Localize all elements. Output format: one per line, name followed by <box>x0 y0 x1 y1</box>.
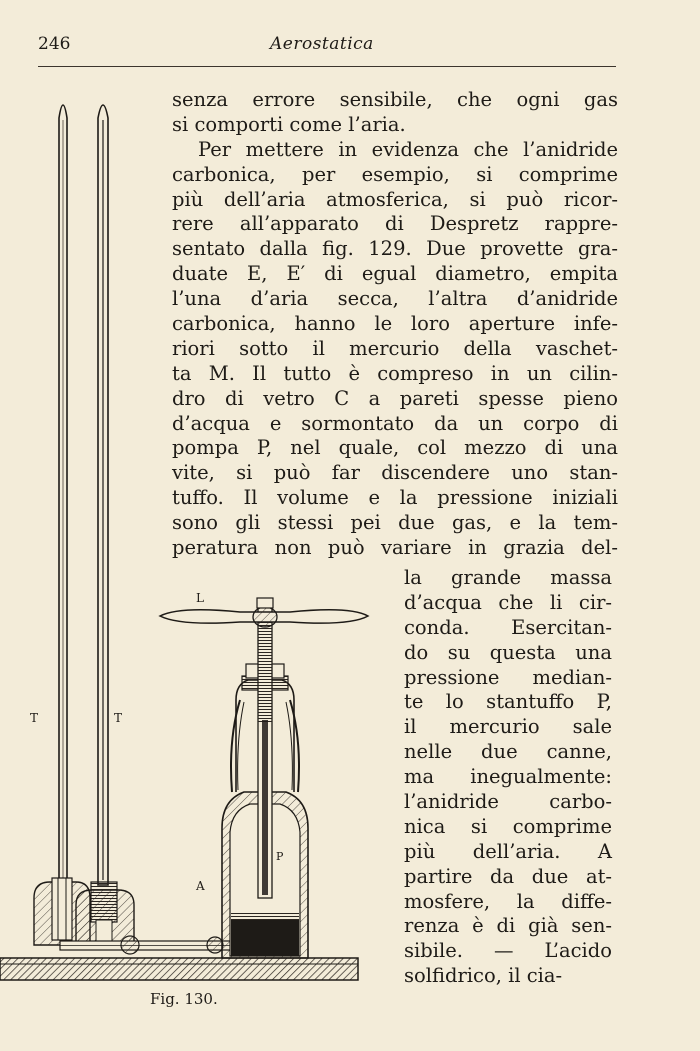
header-rule <box>38 66 616 67</box>
text-line: il mercurio sale <box>404 715 612 739</box>
text-line: l’anidride carbo- <box>404 790 612 814</box>
text-line: riori sotto il mercurio della vaschet- <box>172 336 618 360</box>
left-tube <box>59 105 67 890</box>
text-line: sentato dalla fig. 129. Due provette gra- <box>172 237 618 261</box>
text-line: più dell’aria atmosferica, si può ricor- <box>172 187 618 211</box>
text-line: renza è di già sen- <box>404 914 612 938</box>
right-tube <box>98 105 108 885</box>
body-text-narrow <box>404 566 612 989</box>
text-line: carbonica, per esempio, si comprime <box>172 162 618 186</box>
text-line: tuffo. Il volume e la pressione iniziali <box>172 486 618 510</box>
text-line: si comporti come l’aria. <box>172 112 406 136</box>
figure-caption: Fig. 130. <box>150 990 218 1008</box>
screw-rod <box>258 606 272 898</box>
handle-l <box>160 598 368 627</box>
text-line: sono gli stessi pei due gas, e la tem- <box>172 511 618 535</box>
text-line: d’acqua e sormontato da un corpo di <box>172 411 618 435</box>
text-line: conda. Esercitan- <box>404 615 612 639</box>
text-line: nica si comprime <box>404 814 612 838</box>
label-t-left: T <box>30 711 39 725</box>
text-line: do su questa una <box>404 640 612 664</box>
text-line: solfidrico, il cia- <box>404 964 563 988</box>
text-line: pressione median- <box>404 665 612 689</box>
text-line: carbonica, hanno le loro aperture infe- <box>172 312 618 336</box>
label-p: P <box>276 850 284 863</box>
text-line: l’una d’aria secca, l’altra d’anidride <box>172 287 618 311</box>
running-title: Aerostatica <box>270 34 374 54</box>
text-line: dro di vetro C a pareti spesse pieno <box>172 386 618 410</box>
text-line: vite, si può far discendere uno stan- <box>172 461 618 485</box>
text-line: ma inegualmente: <box>404 765 612 789</box>
text-line: duate E, E′ di egual diametro, empita <box>172 262 618 286</box>
text-line: te lo stantuffo P, <box>404 690 612 714</box>
text-line: più dell’aria. A <box>404 839 612 863</box>
label-t-right: T <box>114 711 123 725</box>
base-slab <box>0 958 358 980</box>
page-number: 246 <box>38 34 71 54</box>
text-line: Per mettere in evidenza che l’anidride <box>198 137 618 161</box>
text-line: nelle due canne, <box>404 740 612 764</box>
text-line: partire da due at- <box>404 864 612 888</box>
text-line: mosfere, la diffe- <box>404 889 612 913</box>
text-line: peratura non può variare in grazia del- <box>172 536 618 560</box>
text-line: la grande massa <box>404 566 612 589</box>
text-line: senza errore sensibile, che ogni gas <box>172 88 618 111</box>
apparatus-illustration <box>0 84 380 1024</box>
text-line: d’acqua che li cir- <box>404 590 612 614</box>
label-l: L <box>196 591 204 605</box>
label-a: A <box>196 879 205 893</box>
text-line: pompa P, nel quale, col mezzo di una <box>172 436 618 460</box>
text-line: ta M. Il tutto è compreso in un cilin- <box>172 361 618 385</box>
text-line: rere all’apparato di Despretz rappre- <box>172 212 618 236</box>
page-header <box>38 34 618 58</box>
text-line: sibile. — L’acido <box>404 939 612 963</box>
